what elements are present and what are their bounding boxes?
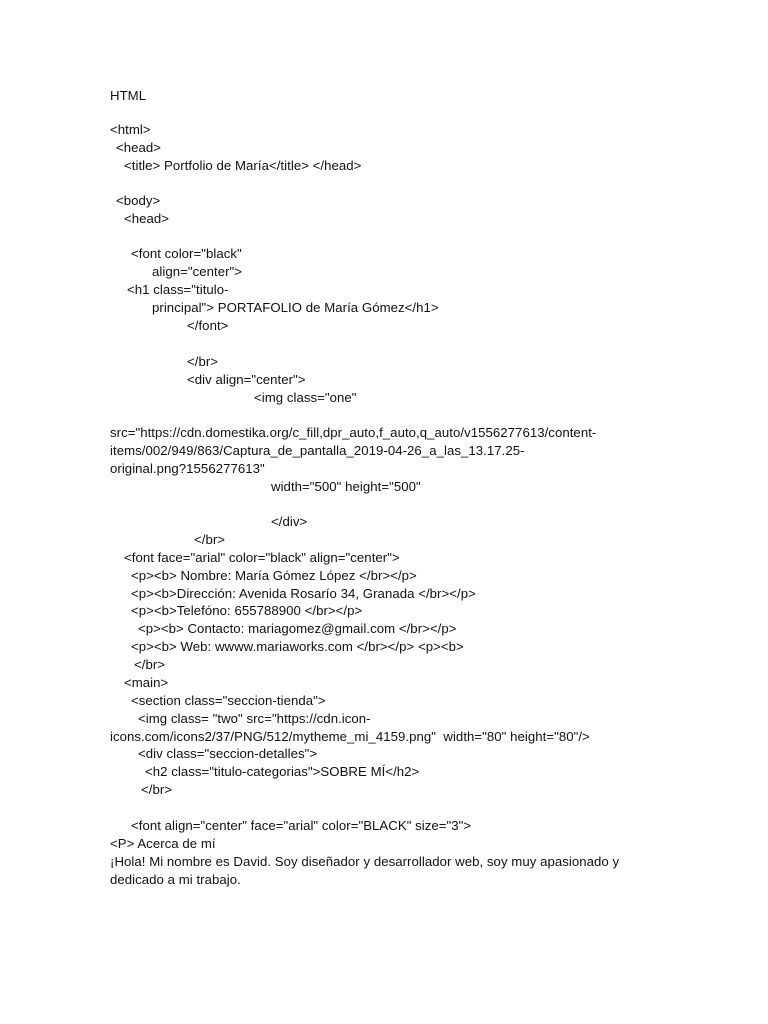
doc-line: <div class="seccion-detalles"> [138, 746, 318, 761]
doc-line: <head> [116, 140, 162, 155]
doc-line: <P> Acerca de mí [110, 836, 216, 851]
doc-line: dedicado a mi trabajo. [110, 872, 241, 887]
doc-line: <img class= "two" src="https://cdn.icon- [138, 711, 371, 726]
doc-line: principal"> PORTAFOLIO de María Gómez</h1> [152, 300, 439, 315]
doc-line: <main> [124, 675, 169, 690]
doc-line: <font face="arial" color="black" align="center"> [124, 550, 400, 565]
doc-line: <title> Portfolio de María</title> </head> [124, 158, 362, 173]
doc-line: </br> [194, 532, 226, 547]
doc-line: </br> [134, 657, 166, 672]
doc-line: <img class="one" [254, 390, 357, 405]
doc-line: <p><b>Dirección: Avenida Rosarío 34, Granada </br></p> [131, 586, 476, 601]
doc-line: </div> [271, 514, 308, 529]
doc-line: <p><b>Telefóno: 655788900 </br></p> [131, 603, 363, 618]
doc-line: width="500" height="500" [271, 479, 421, 494]
doc-line: items/002/949/863/Captura_de_pantalla_2019-04-26_a_las_13.17.25- [110, 443, 525, 458]
doc-line: <section class="seccion-tienda"> [131, 693, 326, 708]
doc-line: icons.com/icons2/37/PNG/512/mytheme_mi_4159.png" width="80" height="80"/> [110, 729, 590, 744]
doc-line: <p><b> Nombre: María Gómez López </br></p> [131, 568, 417, 583]
doc-line: <p><b> Contacto: mariagomez@gmail.com </br></p> [138, 621, 457, 636]
doc-line: src="https://cdn.domestika.org/c_fill,dpr_auto,f_auto,q_auto/v1556277613/content- [110, 425, 597, 440]
doc-line: </br> [141, 782, 173, 797]
doc-line: <head> [124, 211, 170, 226]
doc-line: <p><b> Web: wwww.mariaworks.com </br></p> <p><b> [131, 639, 464, 654]
doc-line: <div align="center"> [187, 372, 306, 387]
doc-line: <body> [116, 193, 161, 208]
doc-line: align="center"> [152, 264, 243, 279]
doc-line: </font> [187, 318, 229, 333]
doc-line: ¡Hola! Mi nombre es David. Soy diseñador y desarrollador web, soy muy apasionado y [110, 854, 620, 869]
doc-line: HTML [110, 88, 147, 103]
doc-line: <html> [110, 122, 151, 137]
doc-line: <font align="center" face="arial" color="BLACK" size="3"> [131, 818, 472, 833]
doc-line: <h2 class="titulo-categorias">SOBRE MÍ</h2> [145, 764, 420, 779]
doc-line: <font color="black" [131, 246, 242, 261]
doc-line: <h1 class="titulo- [127, 282, 229, 297]
doc-line: original.png?1556277613" [110, 461, 265, 476]
doc-line: </br> [187, 354, 219, 369]
